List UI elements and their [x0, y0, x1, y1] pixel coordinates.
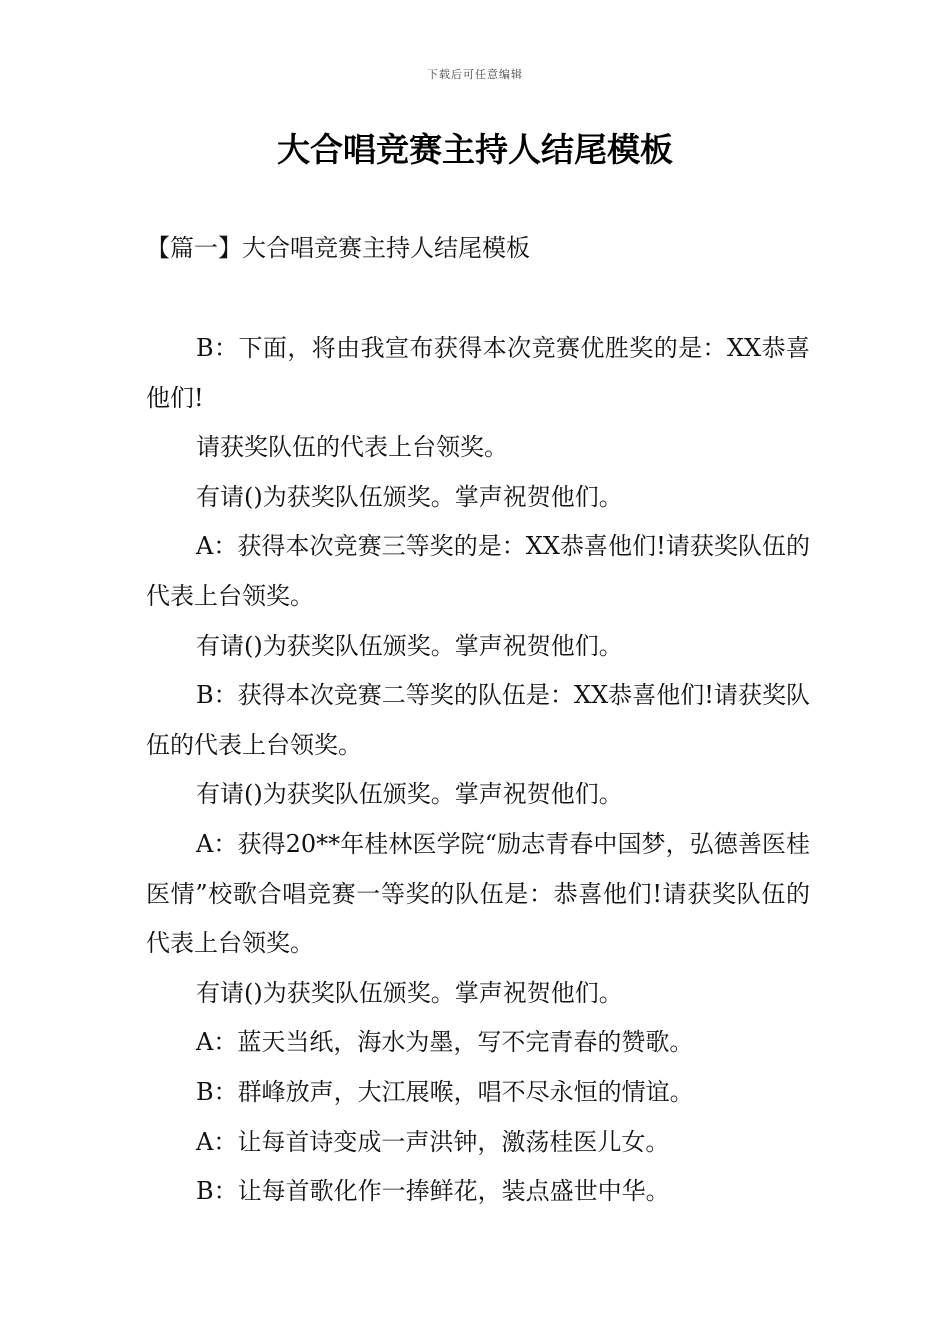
paragraph: A：蓝天当纸，海水为墨，写不完青春的赞歌。	[196, 1028, 694, 1057]
paragraph: B：获得本次竞赛二等奖的队伍是：XX恭喜他们!请获奖队伍的代表上台领奖。	[146, 681, 810, 759]
paragraph: B：群峰放声，大江展喉，唱不尽永恒的情谊。	[196, 1077, 694, 1106]
paragraph: 有请()为获奖队伍颁奖。掌声祝贺他们。	[196, 482, 623, 511]
paragraph: B：让每首歌化作一捧鲜花，装点盛世中华。	[196, 1177, 670, 1206]
paragraph: 有请()为获奖队伍颁奖。掌声祝贺他们。	[196, 978, 623, 1007]
header-note: 下载后可任意编辑	[427, 68, 523, 81]
paragraph: 有请()为获奖队伍颁奖。掌声祝贺他们。	[196, 631, 623, 660]
section-heading: 【篇一】大合唱竞赛主持人结尾模板	[146, 234, 530, 262]
paragraph: 请获奖队伍的代表上台领奖。	[196, 433, 508, 462]
paragraph: A：获得本次竞赛三等奖的是：XX恭喜他们!请获奖队伍的代表上台领奖。	[146, 532, 810, 610]
paragraph: A：获得20**年桂林医学院“励志青春中国梦，弘德善医桂医情”校歌合唱竞赛一等奖的队伍是：恭喜他们!请获奖队伍的代表上台领奖。	[146, 829, 810, 958]
paragraph: 有请()为获奖队伍颁奖。掌声祝贺他们。	[196, 780, 623, 809]
body-text	[146, 324, 810, 1217]
paragraph: B：下面，将由我宣布获得本次竞赛优胜奖的是：XX恭喜他们!	[146, 334, 810, 412]
document-title: 大合唱竞赛主持人结尾模板	[277, 130, 673, 169]
paragraph: A：让每首诗变成一声洪钟，激荡桂医儿女。	[196, 1127, 670, 1156]
